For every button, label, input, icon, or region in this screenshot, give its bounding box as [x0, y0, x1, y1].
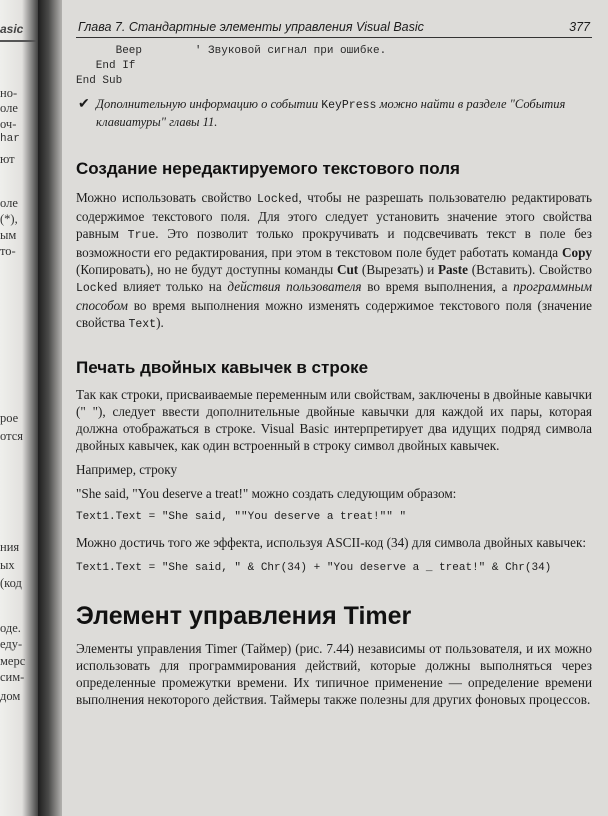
- left-page-line: то-: [0, 244, 16, 258]
- paragraph-quotes: Так как строки, присваиваемые переменным или свойствам, заключены в двойные кавычки (" "), следует ввести дополнительные двойные кавычки для каждой их пары, которая должна отображаться в строке. Visual Basic интерпретирует два идущих подряд символа двойных кавычек, как один встроенный в строку символ двойных кавычек.: [76, 387, 592, 453]
- paragraph-example-string: "She said, "You deserve a treat!" можно создать следующим образом:: [76, 486, 457, 501]
- info-note: [76, 96, 592, 131]
- section-heading-timer: Элемент управления Timer: [76, 602, 412, 630]
- left-page-line: дом: [0, 689, 21, 703]
- left-page-line: ют: [0, 152, 15, 166]
- left-page-line: еду-: [0, 637, 23, 651]
- left-page-line: рое: [0, 411, 19, 425]
- paragraph-ascii: Можно достичь того же эффекта, используя ASCII-код (34) для символа двойных кавычек:: [76, 535, 587, 550]
- left-page-line: (код: [0, 576, 22, 590]
- left-page-line: сим-: [0, 670, 25, 684]
- left-page-line: оле: [0, 196, 18, 210]
- page-number: 377: [569, 20, 590, 34]
- left-page-rule: [0, 40, 36, 42]
- book-page: [62, 0, 608, 816]
- left-page-line: мерс: [0, 654, 26, 668]
- left-page-line: оч-: [0, 117, 17, 131]
- left-page-line: ым: [0, 228, 17, 242]
- paragraph-timer: Элементы управления Timer (Таймер) (рис. 7.44) независимы от пользователя, и их можно использовать для программирования действий, которые должны выполняться через определенные промежутки времени. Их типичное применение — определение времени выполнения некоторого действия. Таймеры также полезны для других фоновых процессов.: [76, 641, 592, 707]
- check-icon: ✔: [78, 97, 90, 112]
- code-block-top: Beep ' Звуковой сигнал при ошибке. End If End Sub: [76, 45, 387, 87]
- left-page-header: asic: [0, 22, 24, 36]
- left-page-line: ния: [0, 540, 20, 554]
- left-page-line: отся: [0, 429, 23, 443]
- paragraph-example-intro: Например, строку: [76, 462, 178, 477]
- left-page-line: оде.: [0, 621, 21, 635]
- section-heading-locked: Создание нередактируемого текстового поля: [76, 159, 460, 178]
- code-line-chr34: Text1.Text = "She said, " & Chr(34) + "You deserve a _ treat!" & Chr(34): [76, 562, 552, 574]
- left-page-line: har: [0, 133, 20, 145]
- note-text: Дополнительную информацию о событии KeyPress можно найти в разделе "События клавиатуры" главы 11.: [96, 97, 566, 129]
- left-page-line: (*),: [0, 212, 18, 226]
- left-page-line: ых: [0, 558, 15, 572]
- left-page-line: но-: [0, 86, 18, 100]
- left-page-strip: [0, 0, 40, 816]
- running-header: [76, 20, 592, 38]
- paragraph-locked: Можно использовать свойство Locked, чтобы не разрешать пользователю редактировать содержимое текстового поля. Для этого следует установить значение этого свойства равным True. Это позволит только прокручивать и подсвечивать текст в поле без возможности его редактирования, при этом в текстовом поле будет работать команда Copy (Копировать), но не будут доступны команды Cut (Вырезать) и Paste (Вставить). Свойство Locked влияет только на действия пользователя во время выполнения, а программным способом во время выполнения можно изменять содержимое текстового поля (значение свойства Text).: [76, 190, 593, 331]
- left-page-line: оле: [0, 101, 18, 115]
- section-heading-quotes: Печать двойных кавычек в строке: [76, 358, 369, 377]
- chapter-title: Глава 7. Стандартные элементы управления Visual Basic: [78, 20, 424, 34]
- code-line-double-quotes: Text1.Text = "She said, ""You deserve a treat!"" ": [76, 511, 407, 523]
